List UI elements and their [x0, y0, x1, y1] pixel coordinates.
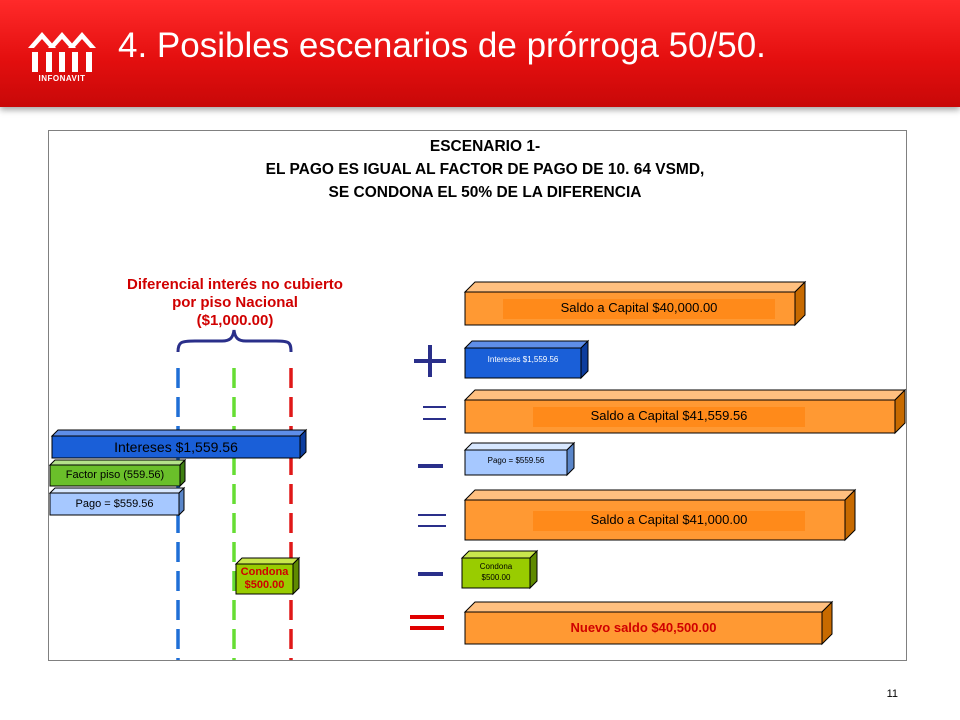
left-factor-piso-label: Factor piso (559.56)	[65, 469, 165, 481]
difference-label-line2: por piso Nacional	[172, 294, 298, 311]
right-pago-label: Pago = $559.56	[487, 456, 545, 465]
op-eq2-text	[418, 504, 446, 534]
curly-brace	[178, 330, 291, 352]
left-condona-label	[236, 566, 293, 592]
scenario-title-line1: ESCENARIO 1-	[429, 138, 541, 155]
nuevo-saldo-label: Nuevo saldo $40,500.00	[570, 620, 717, 635]
scenario-title-line3: SE CONDONA EL 50% DE LA DIFERENCIA	[328, 184, 642, 201]
difference-label-line1: Diferencial interés no cubierto	[127, 276, 343, 293]
saldo-capital-label-3: Saldo a Capital $41,000.00	[590, 512, 748, 527]
op-eq3-text	[410, 606, 444, 636]
right-condona-label	[462, 561, 530, 583]
saldo-capital-label-2: Saldo a Capital $41,559.56	[590, 408, 748, 423]
op-minus2-text	[418, 560, 444, 590]
left-condona-line2: $500.00	[244, 579, 285, 591]
right-intereses-label: Intereses $1,559.56	[487, 355, 559, 364]
left-intereses-label: Intereses $1,559.56	[114, 439, 238, 455]
left-condona-line1: Condona	[240, 566, 289, 578]
op-minus1-text	[418, 452, 444, 482]
right-condona-line2: $500.00	[481, 573, 511, 582]
page-title: 4. Posibles escenarios de prórroga 50/50.	[118, 26, 766, 65]
op-eq1-text	[423, 396, 447, 426]
scenario-title-line2: EL PAGO ES IGUAL AL FACTOR DE PAGO DE 10. 64 VSMD,	[265, 161, 705, 178]
left-pago-label: Pago = $559.56	[75, 498, 154, 510]
right-condona-line1: Condona	[479, 562, 513, 571]
page-number: 11	[886, 688, 898, 700]
op-plus-text	[414, 340, 446, 380]
saldo-capital-label-1: Saldo a Capital $40,000.00	[560, 300, 718, 315]
difference-label-line3: ($1,000.00)	[196, 312, 274, 329]
logo-text: INFONAVIT	[38, 74, 86, 83]
